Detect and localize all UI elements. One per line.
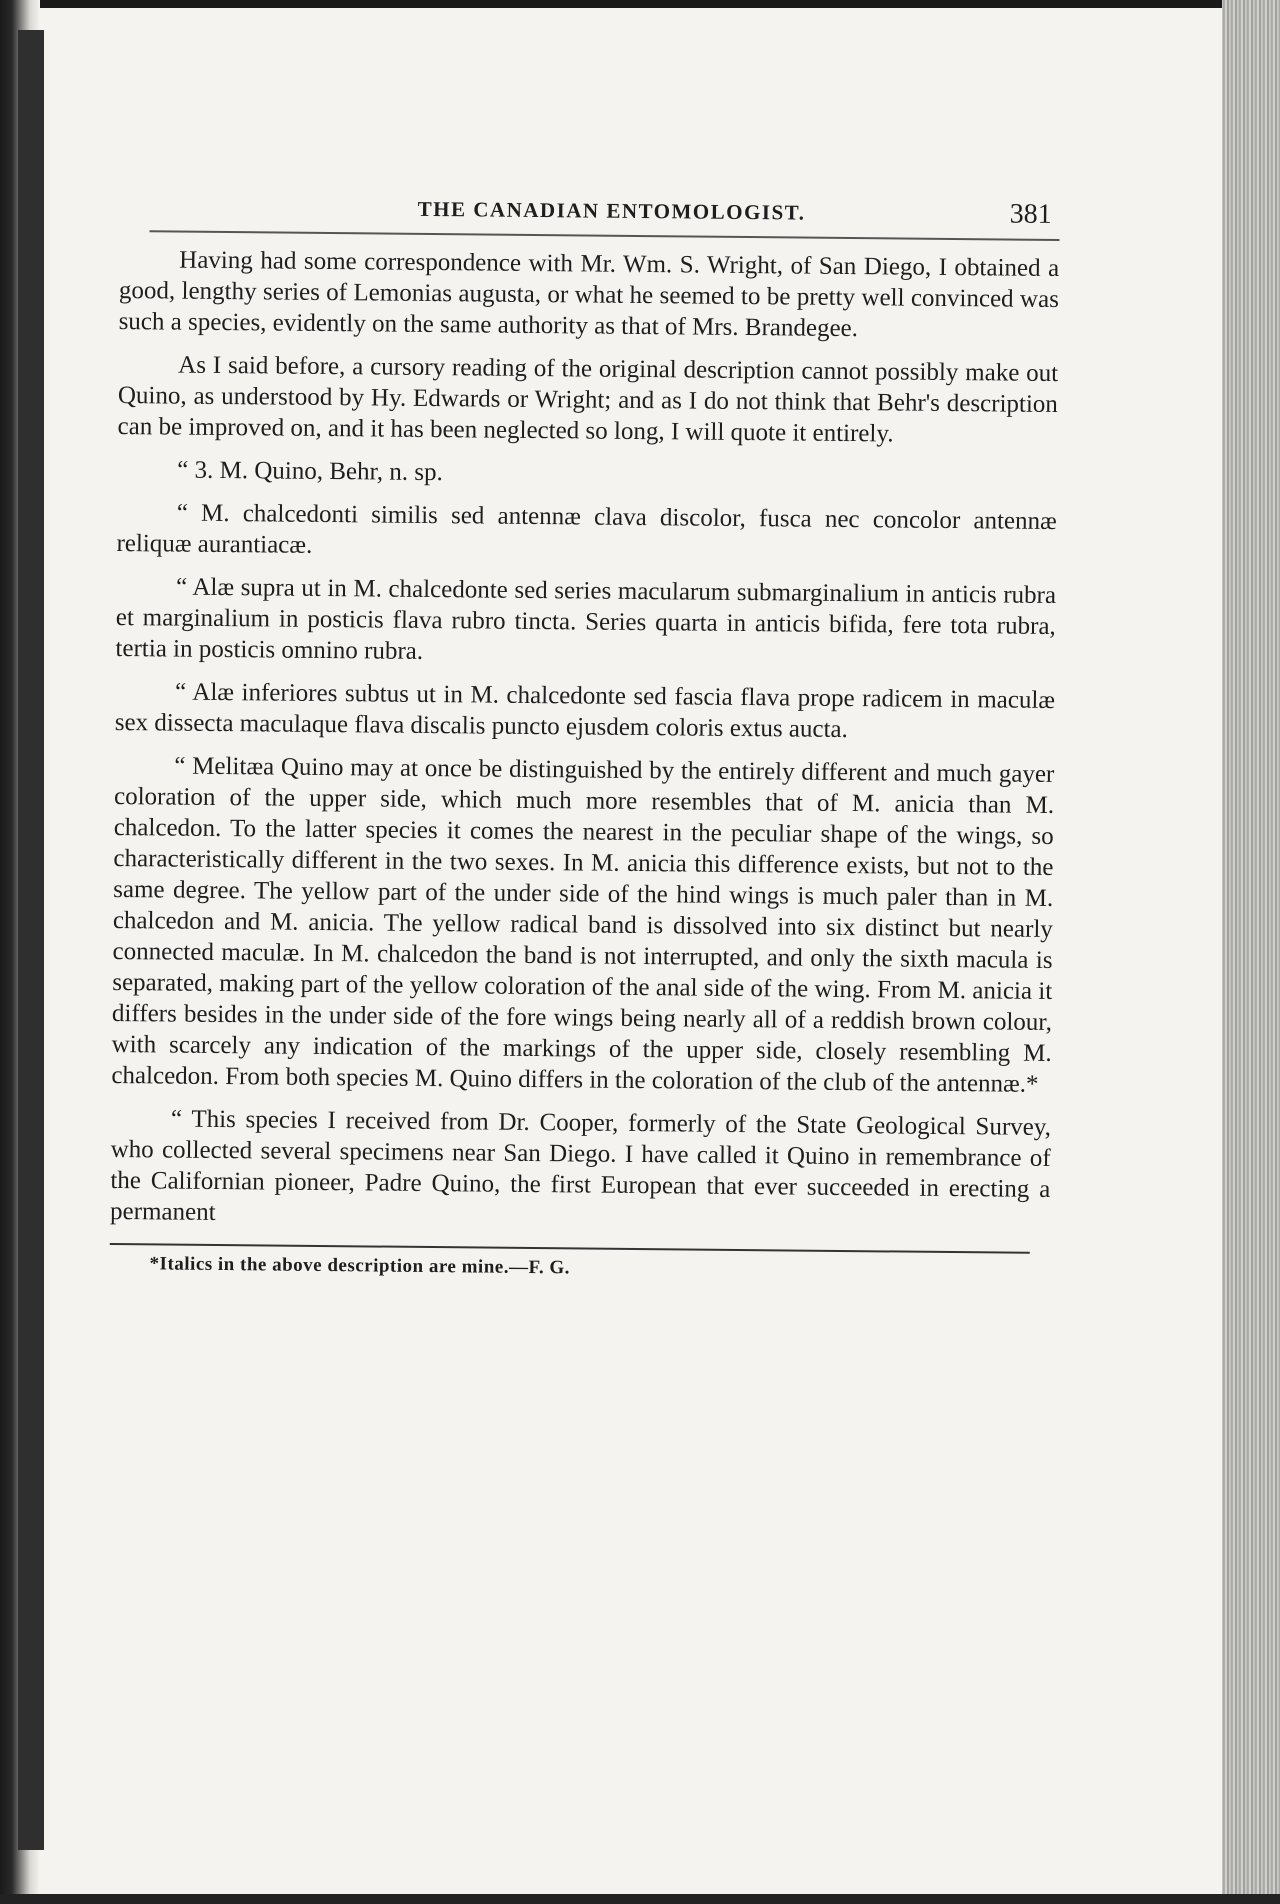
book-spine-shadow (18, 30, 44, 1850)
scan-top-edge (0, 0, 1280, 8)
paragraph: “ Alæ supra ut in M. chalcedonte sed series macularum submarginalium in anticis rubra et marginalium in posticis flava rubro tincta. Series quarta in anticis bifida, fere tota rubra, tertia in posticis omnino rubra. (115, 573, 1057, 665)
page-body (110, 244, 1059, 1236)
page-stack-edge (1222, 0, 1280, 1904)
book-page (109, 180, 1059, 1284)
header-rule (149, 230, 1059, 241)
paragraph: “ Alæ inferiores subtus ut in M. chalcedonte sed fascia flava prope radicem in maculæ sex dissecta maculaque flava discalis puncto ejusdem coloris extus aucta. (114, 678, 1056, 744)
paragraph: “ This species I received from Dr. Cooper, formerly of the State Geological Survey, who collected several specimens near San Diego. I have called it Quino in remembrance of the Californian pioneer, Padre Quino, the first European that ever succeeded in erecting a permanent (109, 1105, 1052, 1226)
paragraph: “ Melitæa Quino may at once be distinguished by the entirely different and much gayer coloration of the upper side, which much more resembles that of M. anicia than M. chalcedon. To the latter species it comes the nearest in the peculiar shape of the wings, so characteristically different in the two sexes. In M. anicia this difference exists, but not to the same degree. The yellow part of the under side of the hind wings is much paler than in M. chalcedon and M. anicia. The yellow radical band is dissolved into six distinct but nearly connected maculæ. In M. chalcedon the band is not interrupted, and only the sixth macula is separated, making part of the yellow coloration of the anal side of the wing. From M. anicia it differs besides in the under side of the fore wings being nearly all of a reddish brown colour, with scarcely any indication of the markings of the upper side, closely resembling M. chalcedon. From both species M. Quino differs in the coloration of the club of the antennæ.* (111, 752, 1055, 1098)
scan-bottom-edge (0, 1894, 1280, 1904)
paragraph: As I said before, a cursory reading of the original description cannot possibly make out Quino, as understood by Hy. Edwards or Wright; and as I do not think that Behr's description can be improved on, and it has been neglected so long, I will quote it entirely. (117, 351, 1059, 448)
running-head: THE CANADIAN ENTOMOLOGIST. (417, 196, 806, 225)
footnote-rule (110, 1243, 1030, 1254)
paragraph: “ 3. M. Quino, Behr, n. sp. (177, 456, 443, 487)
page-header (119, 180, 1059, 245)
footnote: *Italics in the above description are mine.—F. G. (149, 1253, 571, 1279)
paragraph: “ M. chalcedonti similis sed antennæ clava discolor, fusca nec concolor antennæ reliquæ aurantiacæ. (116, 499, 1057, 559)
page-number: 381 (1009, 198, 1052, 230)
paragraph: Having had some correspondence with Mr. Wm. S. Wright, of San Diego, I obtained a good, lengthy series of Lemonias augusta, or what he seemed to be pretty well convinced was such a species, evidently on the same authority as that of Mrs. Brandegee. (118, 246, 1060, 343)
